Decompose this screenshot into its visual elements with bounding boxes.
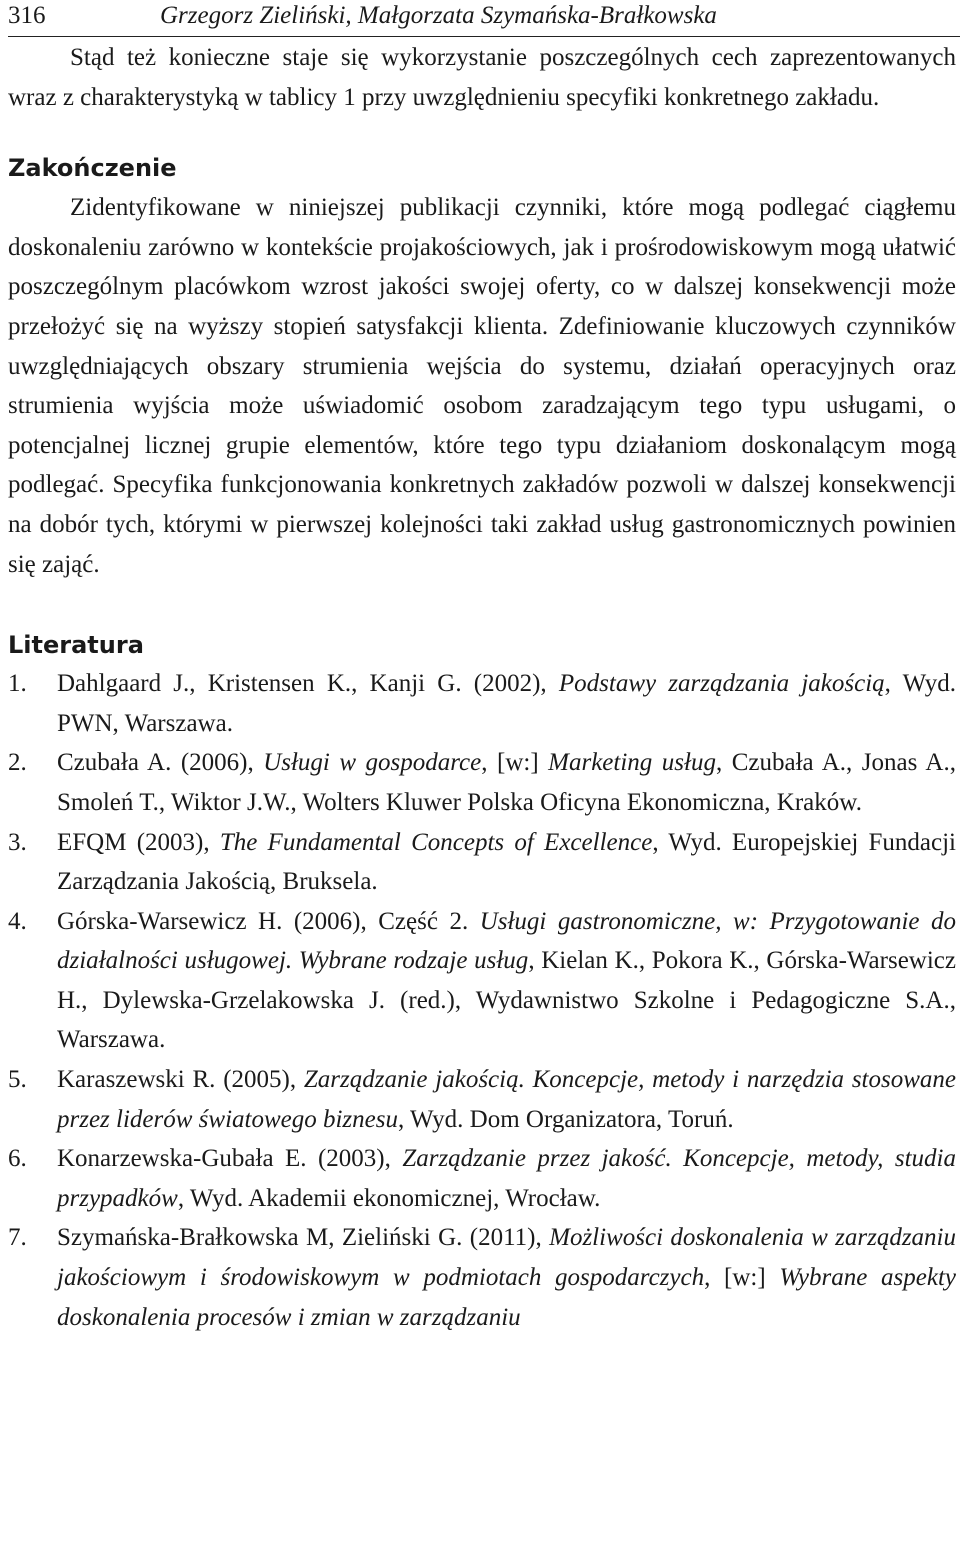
reference-item (8, 1060, 956, 1139)
reference-title: Wybrane aspekty doskonalenia procesów i zmian w zarządzaniu (57, 1264, 956, 1331)
conclusion-paragraph: Zidentyfikowane w niniejszej publikacji czynniki, które mogą podlegać ciągłemu doskonaleniu zarówno w kontekście projakościowych, jak i prośrodowiskowym mogą ułatwić poszczególnym placówkom wzrost jakości swojej oferty, co w dalszej konsekwencji może przełożyć się na wyższy stopień satysfakcji klienta. Zdefiniowanie kluczowych czynników uwzględniających obszary strumienia wejścia do systemu, działań operacyjnych oraz strumienia wyjścia może uświadomić osobom zaradzającym tego typu usługami, o potencjalnej licznej grupie elementów, które tego typu działaniom doskonalącym mogą podlegać. Specyfika funkcjonowania konkretnych zakładów pozwoli w dalszej konsekwencji na dobór tych, którymi w pierwszej kolejności taki zakład usług gastronomicznych powinien się zająć. (8, 194, 956, 578)
reference-item (8, 664, 956, 743)
reference-text: , Czubała A., Jonas A., Smoleń T., Wiktor J.W., Wolters Kluwer Polska Oficyna Ekonomiczna, Kraków. (57, 749, 956, 816)
reference-number: 5. (8, 1066, 27, 1094)
reference-number: 6. (8, 1145, 27, 1173)
reference-item (8, 1139, 956, 1218)
reference-text: , [w:] (481, 749, 549, 777)
reference-text: , Wyd. Europejskiej Fundacji Zarządzania Jakością, Bruksela. (57, 828, 956, 896)
section-heading-literature: Literatura (8, 631, 144, 660)
reference-number: 7. (8, 1224, 27, 1252)
reference-title: Usługi gastronomiczne, w: Przygotowanie do działalności usługowej. Wybrane rodzaje usług (57, 907, 956, 975)
reference-number: 2. (8, 749, 27, 777)
reference-title: Usługi w gospodarce (263, 749, 482, 777)
reference-text: Dahlgaard J., Kristensen K., Kanji G. (2002), (57, 670, 559, 698)
reference-title: Zarządzanie przez jakość. Koncepcje, metody, studia przypadków (57, 1145, 956, 1212)
reference-title: The Fundamental Concepts of Excellence (219, 828, 653, 856)
section-heading-conclusion: Zakończenie (8, 154, 177, 183)
reference-text: Górska-Warsewicz H. (2006), Część 2. (57, 907, 480, 935)
reference-text: Karaszewski R. (2005), (57, 1066, 304, 1094)
reference-item (8, 902, 956, 1060)
reference-list (8, 664, 956, 1337)
page-body (8, 38, 956, 1337)
reference-text: , Kielan K., Pokora K., Górska-Warsewicz H., Dylewska-Grzelakowska J. (red.), Wydawnistwo Szkolne i Pedagogiczne S.A., Warszawa. (57, 947, 956, 1054)
running-header-authors: Grzegorz Zieliński, Małgorzata Szymańska-Brałkowska (160, 2, 717, 29)
reference-title: Zarządzanie jakością. Koncepcje, metody i narzędzia stosowane przez liderów światowego biznesu (57, 1066, 956, 1133)
intro-paragraph: Stąd też konieczne staje się wykorzystanie poszczególnych cech zaprezentowanych wraz z charakterystyką w tablicy 1 przy uwzględnieniu specyfiki konkretnego zakładu. (8, 44, 956, 111)
reference-item (8, 743, 956, 822)
reference-number: 3. (8, 828, 27, 856)
reference-number: 1. (8, 670, 27, 698)
reference-title: Podstawy zarządzania jakością (558, 670, 885, 698)
reference-title: Możliwości doskonalenia w zarządzaniu jakościowym i środowiskowym w podmiotach gospodarczych (57, 1224, 956, 1292)
reference-text: , Wyd. Dom Organizatora, Toruń. (398, 1105, 734, 1133)
reference-text: , [w:] (704, 1264, 780, 1292)
reference-item (8, 823, 956, 902)
reference-number: 4. (8, 907, 27, 935)
reference-title: Marketing usług (548, 749, 716, 777)
reference-text: Konarzewska-Gubała E. (2003), (57, 1145, 403, 1173)
reference-text: , Wyd. PWN, Warszawa. (57, 670, 956, 737)
page-number: 316 (8, 2, 46, 29)
reference-text: Czubała A. (2006), (57, 749, 264, 777)
reference-text: , Wyd. Akademii ekonomicznej, Wrocław. (177, 1184, 601, 1212)
reference-text: Szymańska-Brałkowska M, Zieliński G. (2011), (57, 1224, 550, 1252)
reference-item (8, 1218, 956, 1337)
running-header (8, 0, 960, 37)
reference-text: EFQM (2003), (57, 828, 220, 856)
